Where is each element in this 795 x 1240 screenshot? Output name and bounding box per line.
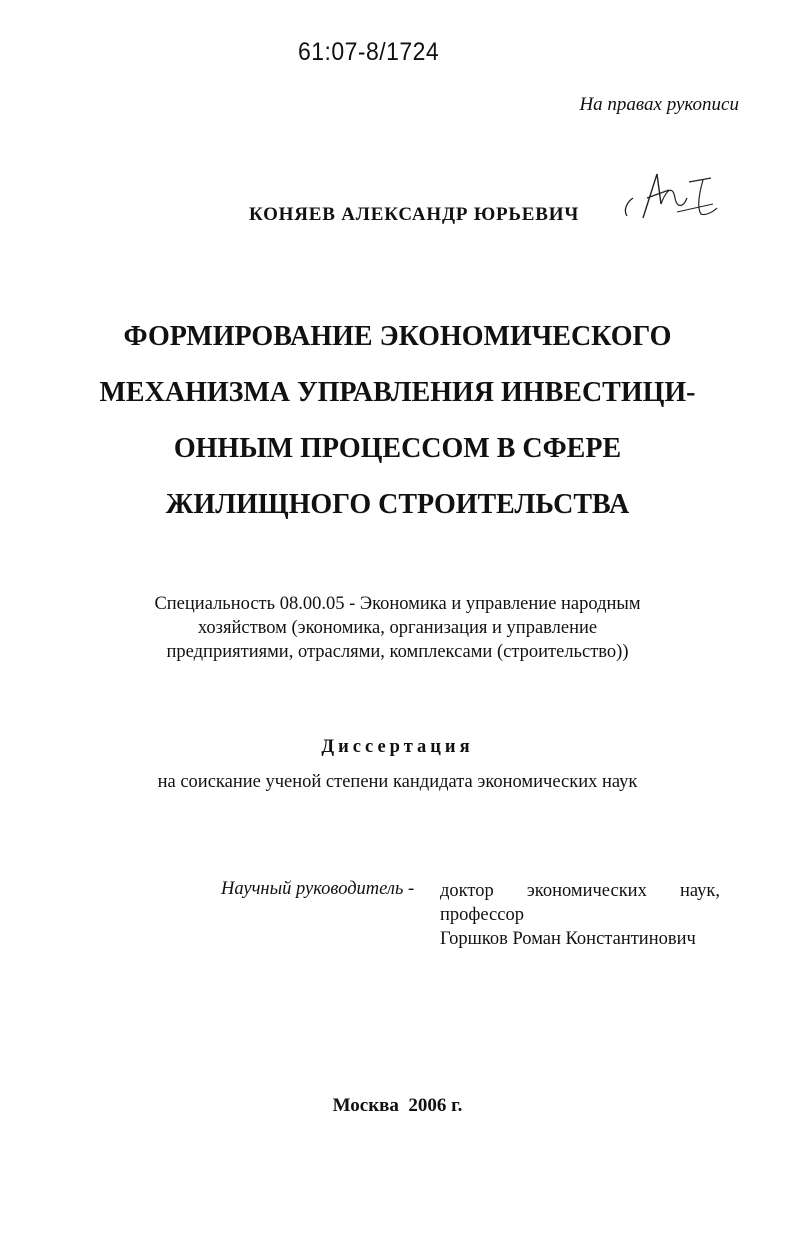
specialty-line: предприятиями, отраслями, комплексами (строительство)) — [166, 642, 629, 662]
supervisor-degree-word: наук, — [679, 881, 720, 901]
title-line: МЕХАНИЗМА УПРАВЛЕНИЯ ИНВЕСТИЦИ- — [99, 377, 696, 408]
supervisor-degree-line — [440, 879, 720, 903]
supervisor-degree-word: доктор — [440, 881, 494, 901]
title-line: ФОРМИРОВАНИЕ ЭКОНОМИЧЕСКОГО — [123, 321, 672, 352]
author-name: КОНЯЕВ АЛЕКСАНДР ЮРЬЕВИЧ — [249, 204, 580, 225]
archive-stamp-number: 61:07-8/1724 — [298, 38, 440, 66]
supervisor-title: профессор — [440, 905, 524, 925]
specialty-line: хозяйством (экономика, организация и управление — [197, 618, 598, 638]
dissertation-degree: на соискание ученой степени кандидата экономических наук — [157, 772, 638, 792]
city-year: Москва 2006 г. — [332, 1095, 463, 1116]
rights-note: На правах рукописи — [579, 94, 739, 115]
supervisor-info — [440, 879, 720, 951]
specialty-description — [80, 592, 715, 664]
dissertation-title — [60, 309, 735, 533]
title-line: ОННЫМ ПРОЦЕССОМ В СФЕРЕ — [173, 433, 622, 464]
supervisor-name: Горшков Роман Константинович — [440, 929, 696, 949]
specialty-line: Специальность 08.00.05 - Экономика и управление народным — [154, 594, 641, 614]
dissertation-label: Диссертация — [321, 737, 474, 757]
author-signature — [617, 168, 727, 230]
supervisor-degree-word: экономических — [526, 881, 647, 901]
title-line: ЖИЛИЩНОГО СТРОИТЕЛЬСТВА — [165, 489, 630, 520]
supervisor-label: Научный руководитель - — [221, 879, 415, 899]
